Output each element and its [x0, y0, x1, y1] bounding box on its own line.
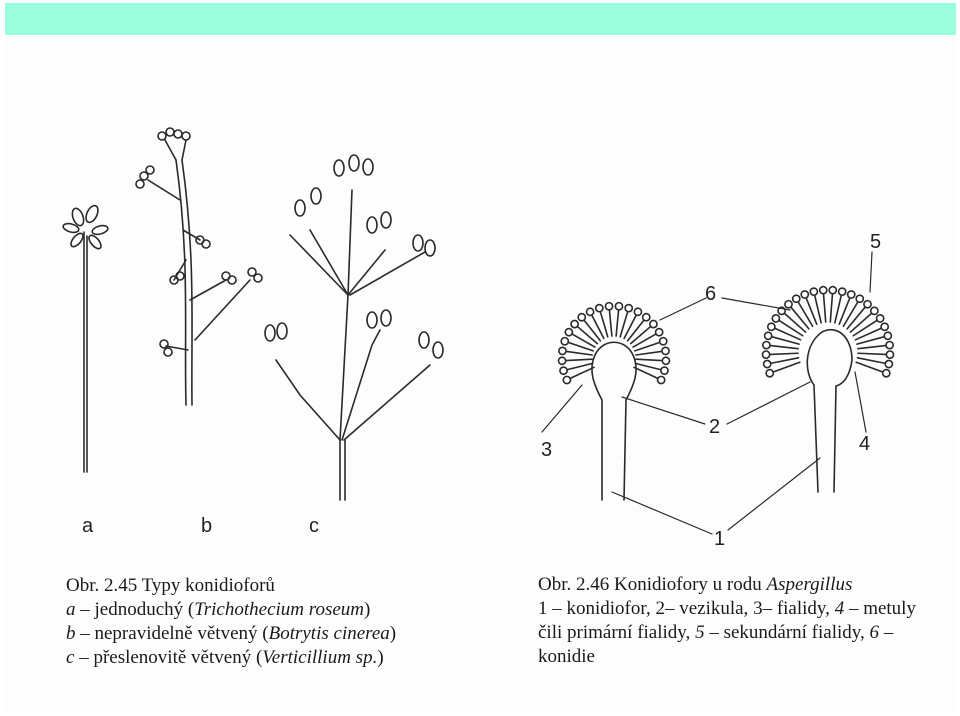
phialide: [567, 363, 592, 369]
phialide: [584, 320, 600, 340]
phialide: [566, 359, 592, 360]
caption-line-a: a – jednoduchý (Trichothecium roseum): [66, 599, 371, 620]
caption-title: Obr. 2.45 Typy konidioforů: [66, 575, 275, 596]
conidium: [793, 295, 800, 302]
phialide: [839, 298, 849, 324]
conidium: [658, 376, 665, 383]
conidium: [856, 295, 863, 302]
label-3: 3: [541, 439, 553, 461]
label-1: 1: [714, 528, 726, 550]
phialide: [857, 358, 884, 363]
conidiophore-a-drawing: [62, 204, 109, 472]
conidium: [615, 303, 622, 310]
caption-title: Obr. 2.46 Konidiofory u rodu Aspergillus: [538, 574, 853, 595]
phialide: [566, 351, 592, 355]
phialide: [858, 353, 886, 354]
phialide: [835, 296, 841, 323]
conidium: [801, 291, 808, 298]
conidiophore-c-drawing: [265, 155, 443, 500]
conidium: [762, 351, 769, 358]
conidium: [596, 305, 603, 312]
conidium: [558, 357, 565, 364]
conidium: [656, 329, 663, 336]
conidium: [864, 301, 871, 308]
phialide: [843, 302, 857, 326]
conidium: [650, 320, 657, 327]
phialide: [785, 313, 806, 332]
conidium: [871, 307, 878, 314]
conidium: [662, 357, 669, 364]
phialide: [853, 321, 877, 336]
phialide: [798, 302, 812, 326]
conidium: [885, 360, 892, 367]
conidium: [820, 287, 827, 294]
phialide: [616, 310, 618, 336]
label-c: c: [309, 515, 319, 537]
conidium: [662, 347, 669, 354]
phialide: [631, 327, 651, 344]
conidium: [763, 341, 770, 348]
conidium: [634, 308, 641, 315]
conidium: [884, 332, 891, 339]
phialide: [570, 367, 594, 378]
label-6: 6: [705, 283, 717, 305]
conidium: [768, 323, 775, 330]
phialide: [858, 346, 886, 349]
phialide: [770, 353, 798, 354]
phialide: [847, 307, 865, 329]
conidium: [848, 291, 855, 298]
conidium: [877, 315, 884, 322]
conidium: [765, 332, 772, 339]
conidium: [883, 370, 890, 377]
conidium: [561, 338, 568, 345]
phialide: [636, 351, 662, 355]
conidium: [661, 367, 668, 374]
phialide: [634, 367, 658, 378]
phialide: [815, 296, 821, 323]
conidium: [559, 347, 566, 354]
label-2: 2: [709, 416, 721, 438]
conidium: [560, 367, 567, 374]
conidium: [565, 329, 572, 336]
label-4: 4: [859, 433, 871, 455]
conidiophore-b-drawing: [136, 128, 262, 405]
conidium: [571, 320, 578, 327]
conidium: [810, 288, 817, 295]
conidium: [625, 305, 632, 312]
conidium: [643, 314, 650, 321]
phialide: [578, 327, 598, 344]
phialide: [791, 307, 809, 329]
conidium: [839, 288, 846, 295]
phialide: [635, 363, 660, 369]
phialide: [636, 359, 662, 360]
conidium: [886, 341, 893, 348]
phialide: [628, 320, 644, 340]
conidium: [563, 376, 570, 383]
aspergillus-left-drawing: [558, 303, 669, 500]
conidium: [829, 287, 836, 294]
conidium: [785, 301, 792, 308]
caption-fig-2-46: [538, 573, 930, 669]
phialide: [779, 321, 803, 336]
conidium: [881, 323, 888, 330]
phialide: [773, 362, 799, 372]
phialide: [830, 294, 832, 322]
phialide: [771, 358, 798, 363]
phialide: [609, 310, 611, 336]
phialide: [806, 298, 816, 324]
aspergillus-right-drawing: [762, 287, 893, 492]
caption-body: 1 – konidiofor, 2– vezikula, 3– fialidy, 4 – metuly čili primární fialidy, 5 – sekundární fialidy, 6 – konidie: [538, 598, 916, 667]
conidium: [660, 338, 667, 345]
caption-line-b: b – nepravidelně větvený (Botrytis cinerea): [66, 623, 397, 644]
phialide: [850, 313, 871, 332]
phialide: [770, 346, 798, 349]
conidium: [766, 370, 773, 377]
conidium: [764, 360, 771, 367]
conidium: [886, 351, 893, 358]
conidium: [772, 315, 779, 322]
conidium: [605, 303, 612, 310]
label-a: a: [82, 515, 94, 537]
caption-line-c: c – přeslenovitě větvený (Verticillium sp.): [66, 647, 384, 668]
caption-fig-2-45: [66, 574, 396, 670]
conidium: [578, 314, 585, 321]
conidium: [586, 308, 593, 315]
label-5: 5: [870, 231, 882, 253]
phialide: [856, 362, 882, 372]
phialide: [824, 294, 826, 322]
label-b: b: [201, 515, 213, 537]
